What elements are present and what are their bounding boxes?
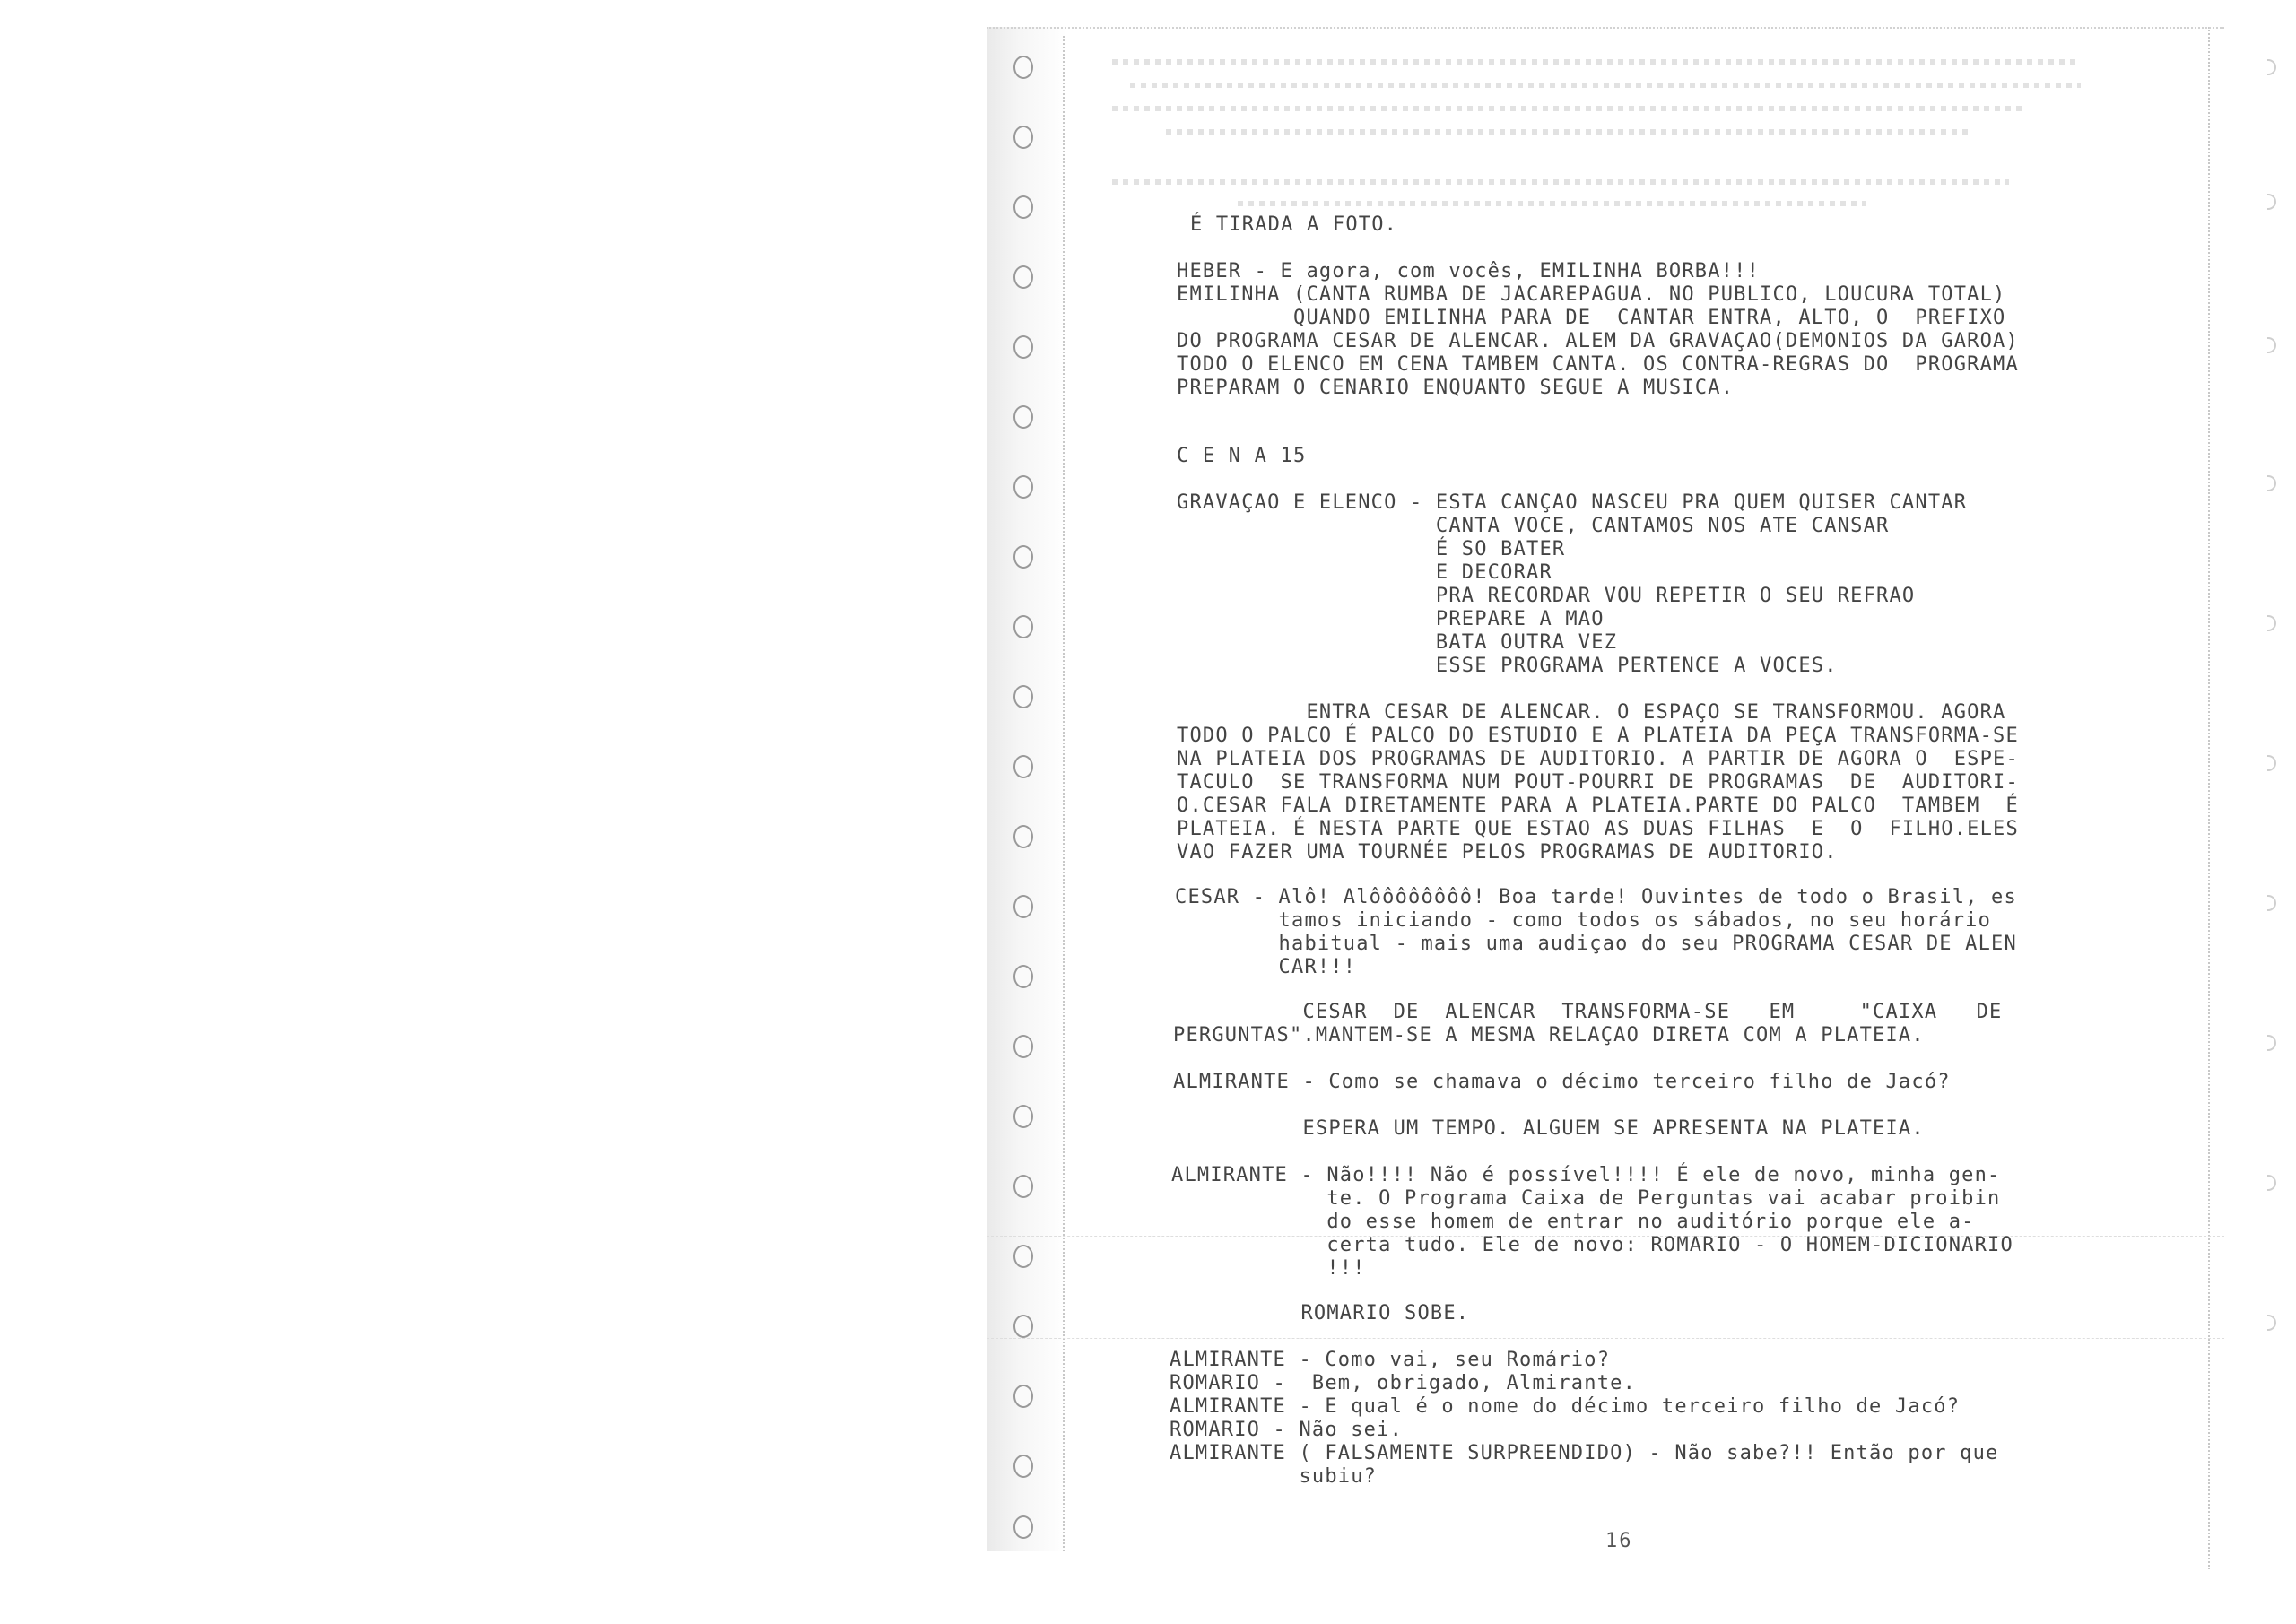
dialogue-line: ALMIRANTE - Como se chamava o décimo terceiro filho de Jacó? [1173,1071,1951,1093]
stage-direction: TACULO SE TRANSFORMA NUM POUT-POURRI DE PROGRAMAS DE AUDITORI- [1177,771,2019,794]
dialogue-line: do esse homem de entrar no auditório porque ele a- [1171,1211,1975,1233]
stage-direction: DO PROGRAMA CESAR DE ALENCAR. ALEM DA GRAVAÇAO(DEMONIOS DA GAROA) [1177,330,2019,352]
stage-direction: PREPARAM O CENARIO ENQUANTO SEGUE A MUSICA. [1177,377,1735,399]
stage-direction: QUANDO EMILINHA PARA DE CANTAR ENTRA, ALTO, O PREFIXO [1177,307,2006,329]
song-line: CANTA VOCE, CANTAMOS NOS ATE CANSAR [1177,515,1890,537]
song-line: E DECORAR [1177,561,1552,584]
dialogue-line: te. O Programa Caixa de Perguntas vai acabar proibin [1171,1187,2001,1210]
stage-direction: ROMARIO SOBE. [1171,1302,1470,1324]
dialogue-line: !!! [1171,1257,1366,1280]
stage-direction: É TIRADA A FOTO. [1190,213,1398,236]
dialogue-line: ALMIRANTE - Como vai, seu Romário? [1170,1349,1611,1371]
stage-direction: O.CESAR FALA DIRETAMENTE PARA A PLATEIA.PARTE DO PALCO TAMBEM É [1177,795,2019,817]
stage-direction: TODO O ELENCO EM CENA TAMBEM CANTA. OS CONTRA-REGRAS DO PROGRAMA [1177,353,2019,376]
stage-direction: NA PLATEIA DOS PROGRAMAS DE AUDITORIO. A PARTIR DE AGORA O ESPE- [1177,748,2019,770]
song-line: BATA OUTRA VEZ [1177,631,1618,654]
stage-direction: PLATEIA. É NESTA PARTE QUE ESTAO AS DUAS FILHAS E O FILHO.ELES [1177,818,2019,840]
dialogue-line: subiu? [1170,1465,1378,1488]
stage-direction: EMILINHA (CANTA RUMBA DE JACAREPAGUA. NO PUBLICO, LOUCURA TOTAL) [1177,283,2006,306]
stage-direction: ENTRA CESAR DE ALENCAR. O ESPAÇO SE TRANSFORMOU. AGORA [1177,701,2006,724]
dialogue-line: ALMIRANTE ( FALSAMENTE SURPREENDIDO) - Não sabe?!! Então por que [1170,1442,1999,1464]
stage-direction: ESPERA UM TEMPO. ALGUEM SE APRESENTA NA PLATEIA. [1173,1117,1925,1140]
song-line: PREPARE A MAO [1177,608,1605,630]
dialogue-line: ROMARIO - Não sei. [1170,1419,1404,1441]
dialogue-line: habitual - mais uma audiçao do seu PROGRAMA CESAR DE ALEN [1175,933,2017,955]
dialogue-line: ALMIRANTE - Não!!!! Não é possível!!!! É ele de novo, minha gen- [1171,1164,2001,1186]
scene-heading: C E N A 15 [1177,445,1307,467]
dialogue-line: ROMARIO - Bem, obrigado, Almirante. [1170,1372,1637,1394]
dialogue-line: CESAR - Alô! Alôôôôôôôô! Boa tarde! Ouvintes de todo o Brasil, es [1175,886,2017,908]
song-line: PRA RECORDAR VOU REPETIR O SEU REFRAO [1177,585,1916,607]
song-line: É SO BATER [1177,538,1566,560]
dialogue-line: ALMIRANTE - E qual é o nome do décimo terceiro filho de Jacó? [1170,1395,1961,1418]
stage-direction: VAO FAZER UMA TOURNÉE PELOS PROGRAMAS DE AUDITORIO. [1177,841,1838,864]
dialogue-line: certa tudo. Ele de novo: ROMARIO - O HOMEM-DICIONARIO [1171,1234,2013,1256]
stage-direction: PERGUNTAS".MANTEM-SE A MESMA RELAÇAO DIRETA COM A PLATEIA. [1173,1024,1925,1046]
dialogue-line: CAR!!! [1175,956,1357,978]
stage-direction: CESAR DE ALENCAR TRANSFORMA-SE EM "CAIXA DE [1173,1001,2003,1023]
page-number: 16 [1605,1530,1633,1552]
dialogue-line: HEBER - E agora, com vocês, EMILINHA BORBA!!! [1177,260,1761,282]
song-line: GRAVAÇAO E ELENCO - ESTA CANÇAO NASCEU PRA QUEM QUISER CANTAR [1177,491,1968,514]
dialogue-line: tamos iniciando - como todos os sábados, no seu horário [1175,909,1992,932]
song-line: ESSE PROGRAMA PERTENCE A VOCES. [1177,655,1838,677]
stage-direction: TODO O PALCO É PALCO DO ESTUDIO E A PLATEIA DA PEÇA TRANSFORMA-SE [1177,725,2019,747]
